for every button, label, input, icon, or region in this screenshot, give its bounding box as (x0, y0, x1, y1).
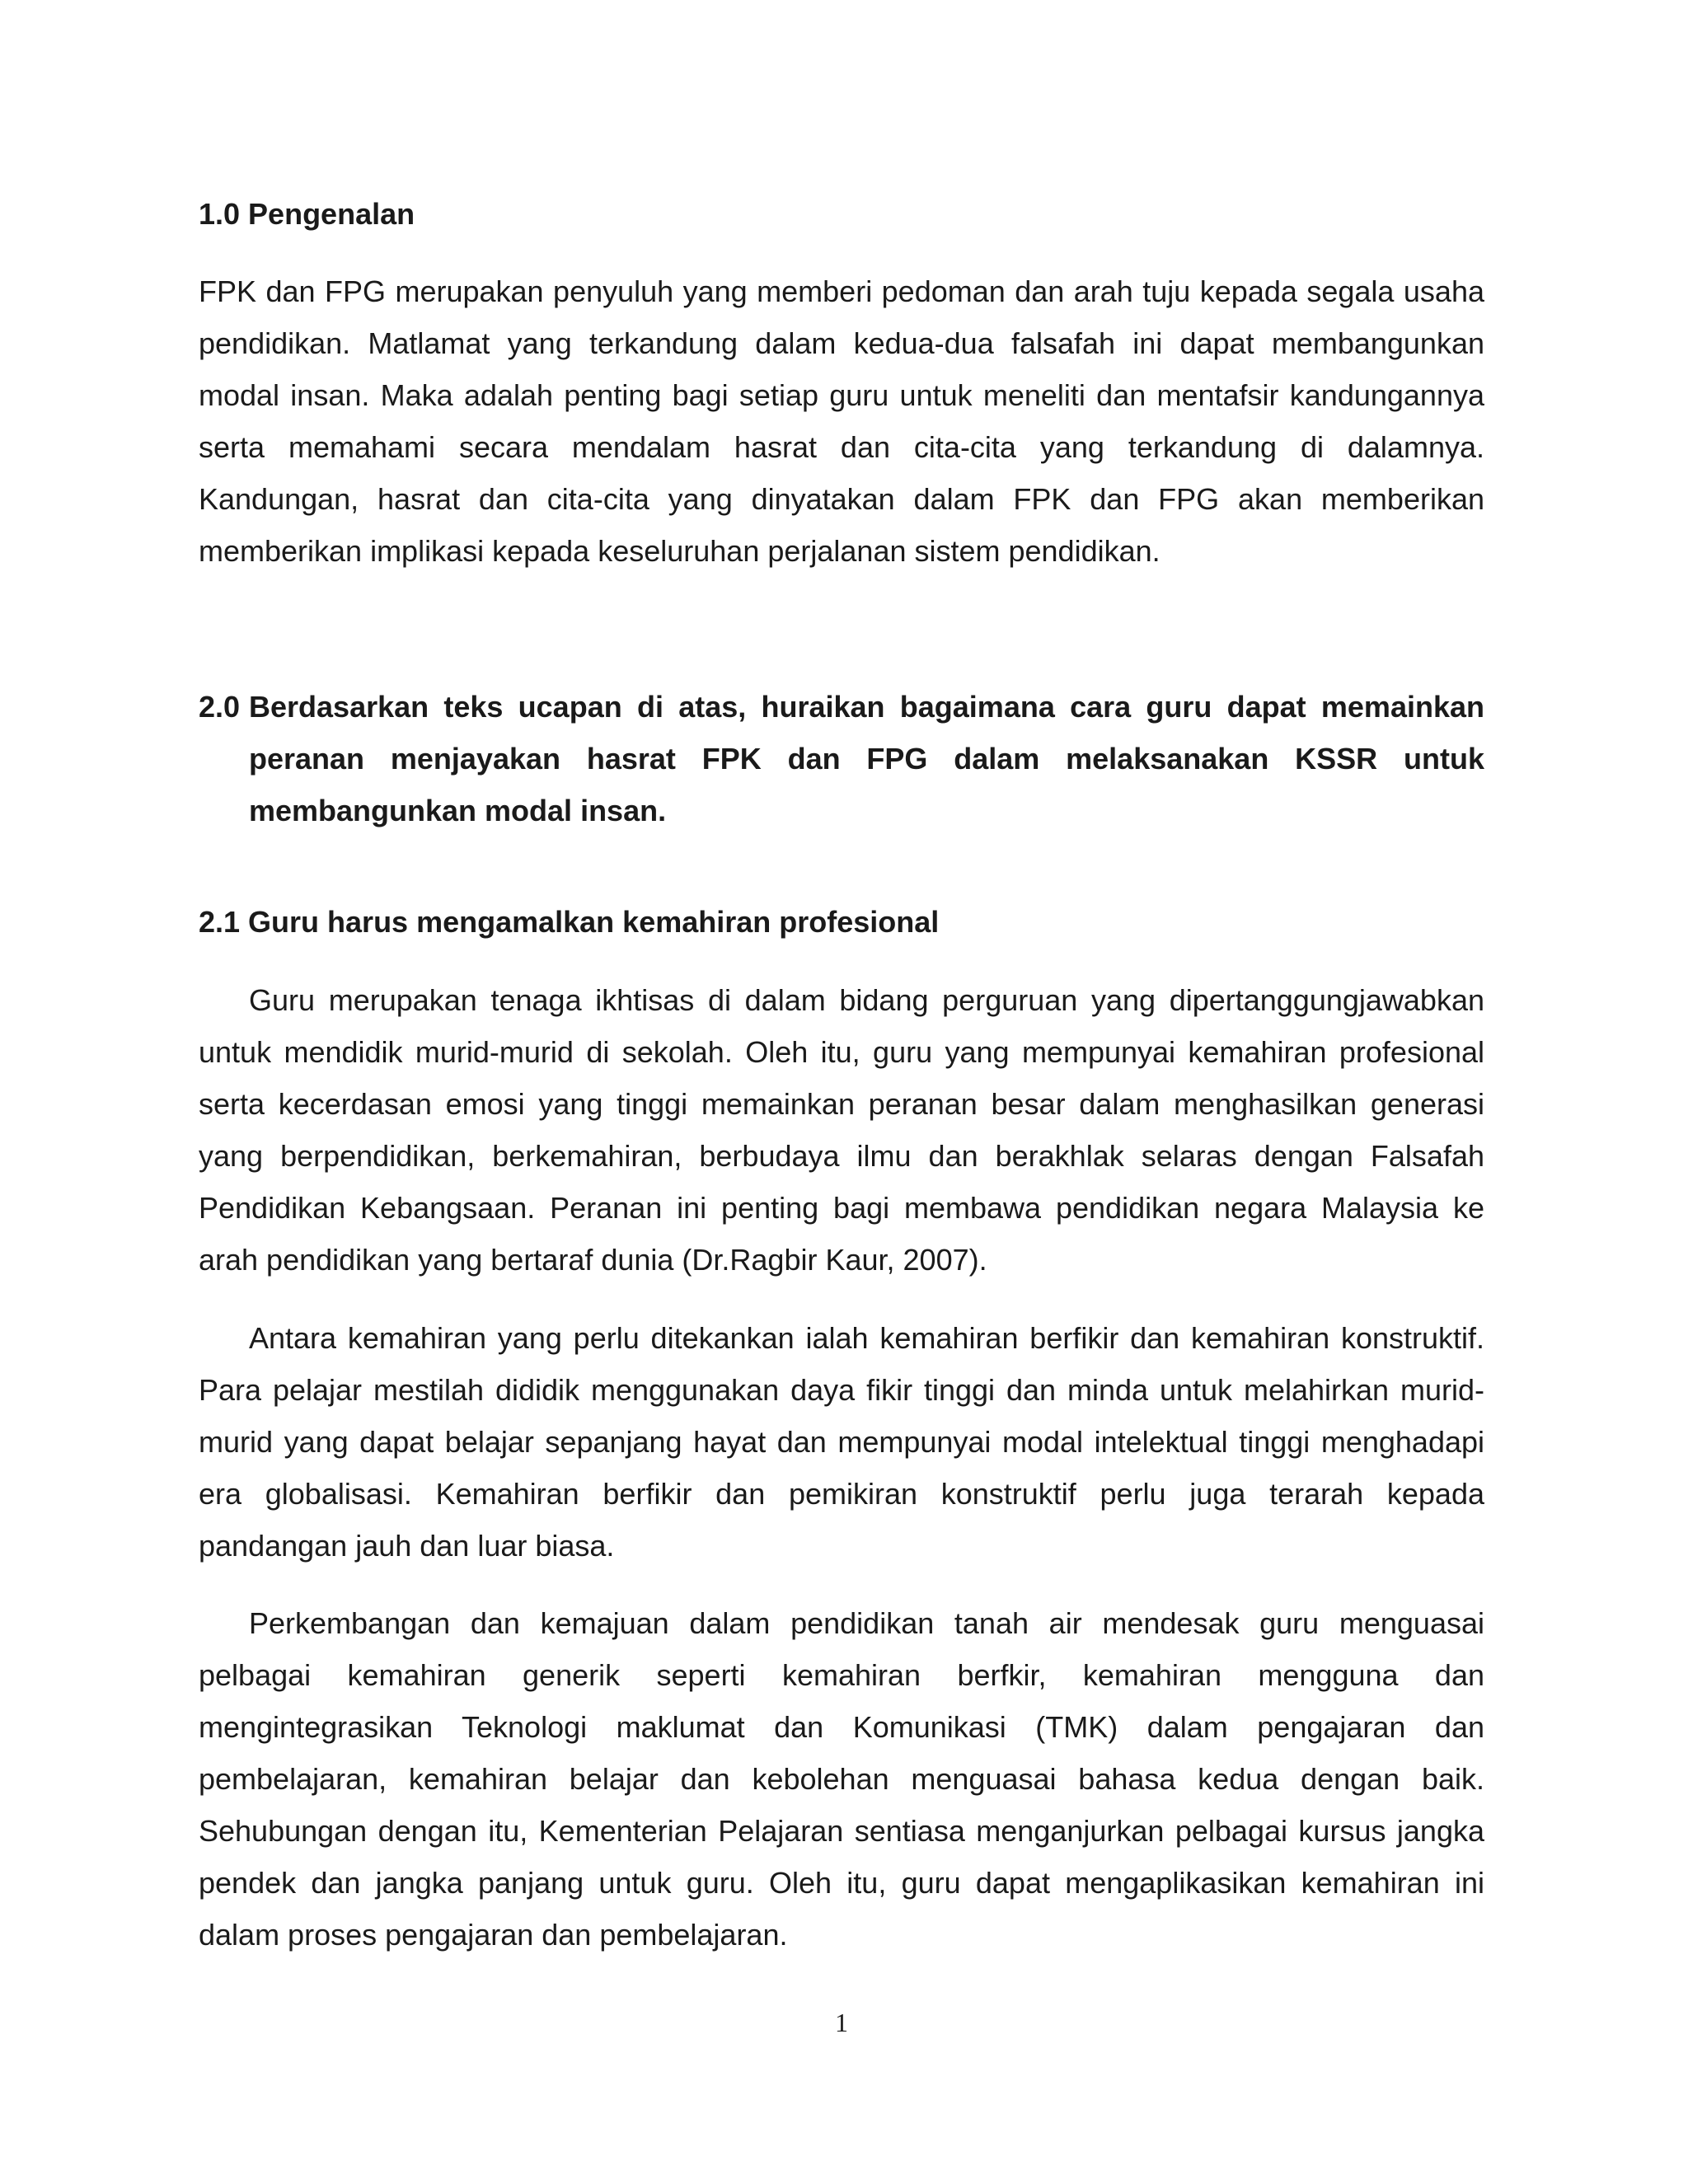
body-paragraph-1: Guru merupakan tenaga ikhtisas di dalam bidang perguruan yang dipertanggungjawabkan untuk mendidik murid-murid di sekolah. Oleh itu, guru yang mempunyai kemahiran profesional serta kecerdasan emosi yang tinggi memainkan peranan besar dalam menghasilkan generasi yang berpendidikan, berkemahiran, berbudaya ilmu dan berakhlak selaras dengan Falsafah Pendidikan Kebangsaan. Peranan ini penting bagi membawa pendidikan negara Malaysia ke arah pendidikan yang bertaraf dunia (Dr.Ragbir Kaur, 2007). (199, 983, 1484, 1277)
document-page (199, 0, 1484, 2184)
body-paragraph-2: Antara kemahiran yang perlu ditekankan ialah kemahiran berfikir dan kemahiran konstruktif. Para pelajar mestilah dididik menggunakan daya fikir tinggi dan minda untuk melahirkan murid-murid yang dapat belajar sepanjang hayat dan mempunyai modal intelektual tinggi menghadapi era globalisasi. Kemahiran berfikir dan pemikiran konstruktif perlu juga terarah kepada pandangan jauh dan luar biasa. (199, 1321, 1484, 1563)
section-heading-intro: 1.0 Pengenalan (199, 197, 415, 231)
page-number: 1 (835, 2008, 848, 2037)
intro-paragraph: FPK dan FPG merupakan penyuluh yang memberi pedoman dan arah tuju kepada segala usaha pendidikan. Matlamat yang terkandung dalam kedua-dua falsafah ini dapat membangunkan modal insan. Maka adalah penting bagi setiap guru untuk meneliti dan mentafsir kandungannya serta memahami secara mendalam hasrat dan cita-cita yang terkandung di dalamnya. Kandungan, hasrat dan cita-cita yang dinyatakan dalam FPK dan FPG akan memberikan memberikan implikasi kepada keseluruhan perjalanan sistem pendidikan. (199, 274, 1484, 568)
question-text: Berdasarkan teks ucapan di atas, huraikan bagaimana cara guru dapat memainkan peranan menjayakan hasrat FPK dan FPG dalam melaksanakan KSSR untuk membangunkan modal insan. (249, 690, 1484, 827)
body-paragraph-3: Perkembangan dan kemajuan dalam pendidikan tanah air mendesak guru menguasai pelbagai kemahiran generik seperti kemahiran berfkir, kemahiran mengguna dan mengintegrasikan Teknologi maklumat dan Komunikasi (TMK) dalam pengajaran dan pembelajaran, kemahiran belajar dan kebolehan menguasai bahasa kedua dengan baik. Sehubungan dengan itu, Kementerian Pelajaran sentiasa menganjurkan pelbagai kursus jangka pendek dan jangka panjang untuk guru. Oleh itu, guru dapat mengaplikasikan kemahiran ini dalam proses pengajaran dan pembelajaran. (199, 1606, 1484, 1952)
question-heading (199, 681, 1484, 837)
question-number: 2.0 (199, 690, 241, 724)
section-heading-2-1: 2.1 Guru harus mengamalkan kemahiran profesional (199, 905, 940, 939)
